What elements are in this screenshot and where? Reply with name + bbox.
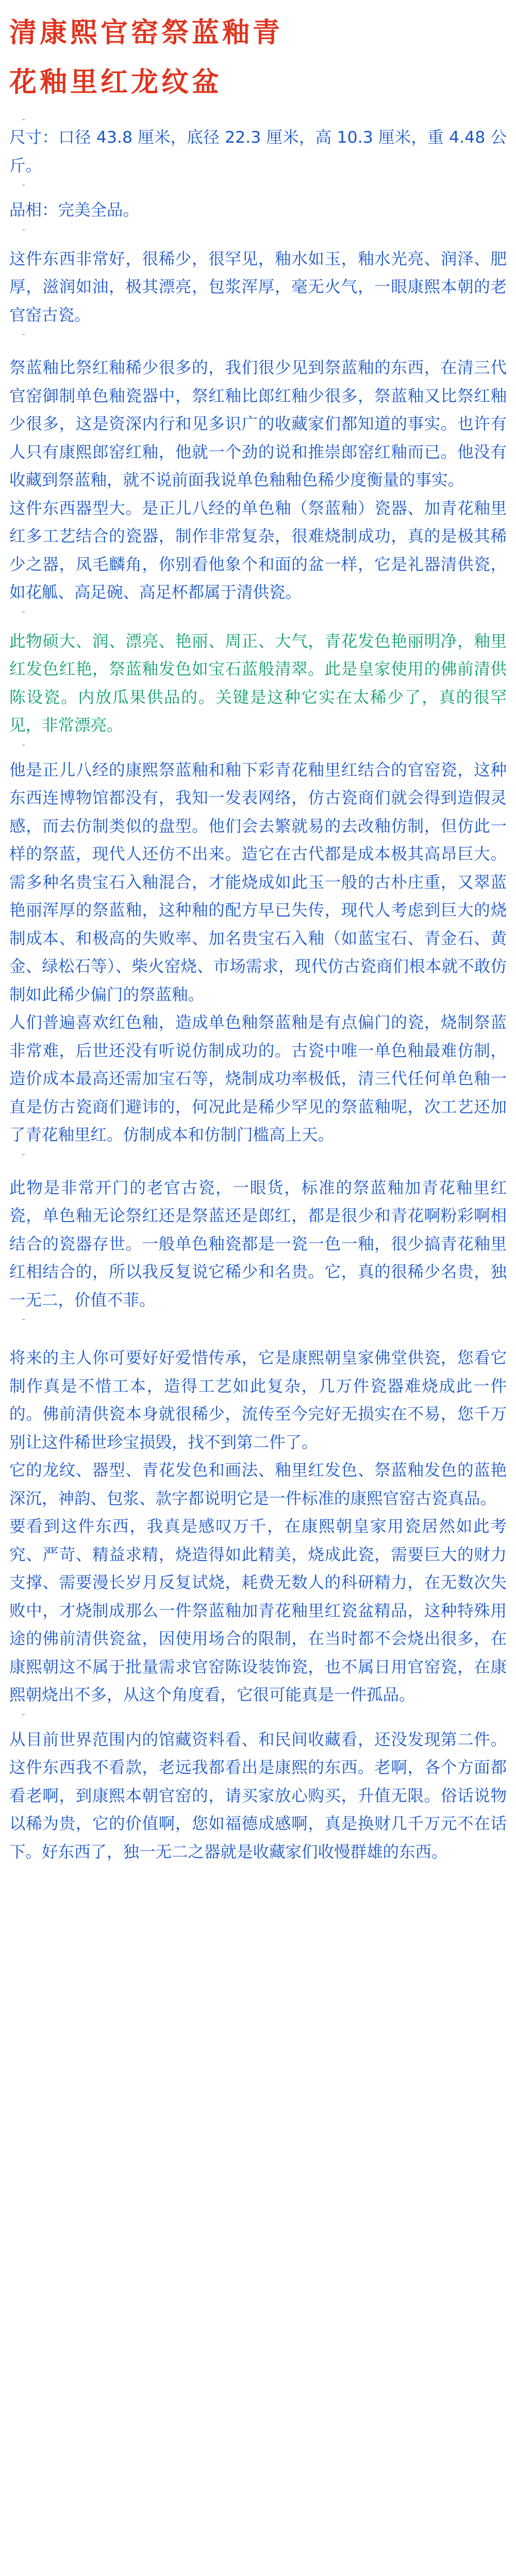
- separator-dot: -: [22, 738, 26, 751]
- separator-dot: -: [22, 113, 26, 125]
- paragraph-4: 此物硕大、润、漂亮、艳丽、周正、大气，青花发色艳丽明净，釉里红发色红艳，祭蓝釉发色如宝石蓝般清翠。此是皇家使用的佛前清供陈设瓷。内放瓜果供品的。关键是这种它实在太稀少了，真的很罕见，非常漂亮。: [9, 632, 507, 735]
- paragraph-7: 此物是非常开门的老官古瓷，一眼货，标准的祭蓝釉加青花釉里红瓷，单色釉无论祭红还是祭蓝还是郎红，都是很少和青花啊粉彩啊相结合的瓷器存世。一般单色釉瓷都是一瓷一色一釉，很少搞青花釉里红相结合的，所以我反复说它稀少和名贵。它，真的很稀少名贵，独一无二，价值不菲。: [9, 1178, 507, 1310]
- title-block: [0, 0, 516, 107]
- paragraph-3: 这件东西器型大。是正儿八经的单色釉（祭蓝釉）瓷器、加青花釉里红多工艺结合的瓷器，制作非常复杂，很难烧制成功，真的是极其稀少之器，凤毛麟角，你别看他象个和面的盆一样，它是礼器清供瓷，如花觚、高足碗、高足杯都属于清供瓷。: [9, 499, 507, 602]
- paragraph-5: 他是正儿八经的康熙祭蓝釉和釉下彩青花釉里红结合的官窑瓷，这种东西连博物馆都没有，我知一发表网络，仿古瓷商们就会得到造假灵感，而去仿制类似的盘型。他们会去繁就易的去改釉仿制，但仿此一样的祭蓝，现代人还仿不出来。造它在古代都是成本极其高昂巨大。需多种名贵宝石入釉混合，才能烧成如此玉一般的古朴庄重，又翠蓝艳丽浑厚的祭蓝釉，这种釉的配方早已失传，现代人考虑到巨大的烧制成本、和极高的失败率、加名贵宝石入釉（如蓝宝石、青金石、黄金、绿松石等）、柴火窑烧、市场需求，现代仿古瓷商们根本就不敢仿制如此稀少偏门的祭蓝釉。: [9, 760, 507, 1004]
- paragraph-2: 祭蓝釉比祭红釉稀少很多的，我们很少见到祭蓝釉的东西，在清三代官窑御制单色釉瓷器中，祭红釉比郎红釉少很多，祭蓝釉又比祭红釉少很多，这是资深内行和见多识广的收藏家们都知道的事实。也许有人只有康熙郎窑红釉，他就一个劲的说和推崇郎窑红釉而已。他没有收藏到祭蓝釉，就不说前面我说单色釉釉色稀少度衡量的事实。: [9, 359, 507, 489]
- separator-dot: -: [22, 1147, 26, 1160]
- specs-size: 尺寸：口径 43.8 厘米，底径 22.3 厘米，高 10.3 厘米，重 4.48 公斤。: [9, 128, 507, 175]
- separator-dot: -: [22, 1707, 26, 1720]
- separator-dot: -: [22, 328, 26, 340]
- paragraph-6: 人们普遍喜欢红色釉，造成单色釉祭蓝釉是有点偏门的瓷，烧制祭蓝非常难，后世还没有听说仿制成功的。古瓷中唯一单色釉最难仿制，造价成本最高还需加宝石等，烧制成功率极低，清三代任何单色釉一直是仿古瓷商们避讳的，何况此是稀少罕见的祭蓝釉呢，次工艺还加了青花釉里红。仿制成本和仿制门槛高上天。: [9, 1013, 507, 1144]
- separator-dot: -: [22, 223, 26, 235]
- paragraph-1: 这件东西非常好，很稀少，很罕见，釉水如玉，釉水光亮、润泽、肥厚，滋润如油，极其漂亮，包浆浑厚，毫无火气，一眼康熙本朝的老官窑古瓷。: [9, 249, 507, 325]
- page-title-line-2: 花釉里红龙纹盆: [9, 66, 222, 98]
- paragraph-11: 从目前世界范围内的馆藏资料看、和民间收藏看，还没发现第二件。这件东西我不看款，老远我都看出是康熙的东西。老啊，各个方面都看老啊，到康熙本朝官窑的，请买家放心购买，升值无限。俗话说物以稀为贵，它的价值啊，您如福德成感啊，真是换财几千万元不在话下。好东西了，独一无二之器就是收藏家们收慢群雄的东西。: [9, 1730, 507, 1861]
- separator-dot: -: [22, 605, 26, 618]
- paragraph-10: 要看到这件东西，我真是感叹万千，在康熙朝皇家用瓷居然如此考究、严苛、精益求精，烧造得如此精美，烧成此瓷，需要巨大的财力支撑、需要漫长岁月反复试烧，耗费无数人的科研精力，在无数次失败中，才烧制成那么一件祭蓝釉加青花釉里红瓷盆精品，这种特殊用途的佛前清供瓷盆，因使用场合的限制，在当时都不会烧出很多，在康熙朝这不属于批量需求官窑陈设装饰瓷，也不属日用官窑瓷，在康熙朝烧出不多，从这个角度看，它很可能真是一件孤品。: [9, 1517, 507, 1704]
- separator-dot: -: [22, 1313, 26, 1325]
- paragraph-8: 将来的主人你可要好好爱惜传承，它是康熙朝皇家佛堂供瓷，您看它制作真是不惜工本，造得工艺如此复杂，几万件瓷器难烧成此一件的。佛前清供瓷本身就很稀少，流传至今完好无损实在不易，您千万别让这件稀世珍宝损毁，找不到第二件了。: [9, 1349, 507, 1452]
- paragraph-9: 它的龙纹、器型、青花发色和画法、釉里红发色、祭蓝釉发色的蓝艳深沉，神韵、包浆、款字都说明它是一件标准的康熙官窑古瓷真品。: [9, 1461, 507, 1508]
- article-body: [0, 107, 516, 1866]
- separator-dot: -: [22, 178, 26, 191]
- page-title-line-1: 清康熙官窑祭蓝釉青: [9, 17, 283, 48]
- specs-quality: 品相：完美全品。: [9, 201, 140, 219]
